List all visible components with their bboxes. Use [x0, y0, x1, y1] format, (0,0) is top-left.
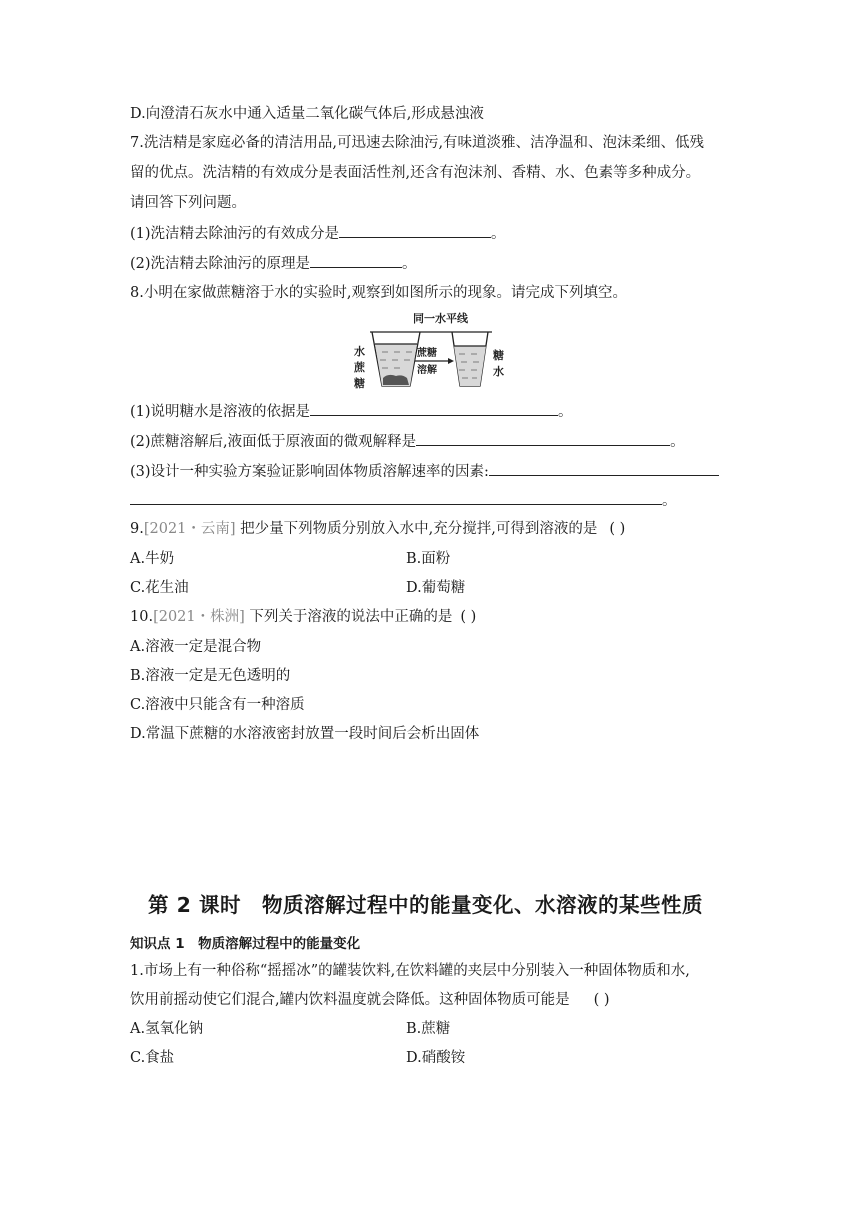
q7-stem-line2: 留的优点。洗洁精的有效成分是表面活性剂,还含有泡沫剂、香精、水、色素等多种成分。: [130, 165, 701, 181]
kp1-q1-option-d[interactable]: D.硝酸铵: [406, 1050, 466, 1066]
q8-stem: 8.小明在家做蔗糖溶于水的实验时,观察到如图所示的现象。请完成下列填空。: [130, 285, 627, 301]
q9-stem-text: 把少量下列物质分别放入水中,充分搅拌,可得到溶液的是: [235, 521, 598, 537]
q9-source: [2021・云南]: [143, 521, 236, 537]
q10-option-d[interactable]: D.常温下蔗糖的水溶液密封放置一段时间后会析出固体: [130, 726, 480, 742]
q10-option-c[interactable]: C.溶液中只能含有一种溶质: [130, 697, 305, 713]
q10-stem-text: 下列关于溶液的说法中正确的是: [244, 609, 453, 625]
kp1-q1-line2: [130, 990, 610, 1010]
label-sugar-2: 糖: [354, 377, 365, 390]
label-sugar-1: 蔗: [354, 361, 365, 374]
q8-sub2-text: (2)蔗糖溶解后,液面低于原液面的微观解释是: [130, 434, 417, 450]
q8-sub3-text: (3)设计一种实验方案验证影响固体物质溶解速率的因素:: [130, 464, 489, 480]
answer-blank[interactable]: [416, 431, 670, 446]
q7-stem-line3: 请回答下列问题。: [130, 195, 246, 211]
period: 。: [491, 226, 506, 242]
q7-sub2: [130, 253, 417, 274]
label-sugar-water-1: 糖: [493, 349, 504, 362]
sugar-dissolving-figure: [352, 308, 512, 394]
answer-paren[interactable]: ( ): [593, 992, 610, 1008]
q6-option-d: D.向澄清石灰水中通入适量二氧化碳气体后,形成悬浊液: [130, 106, 484, 122]
q8-sub3: [130, 461, 719, 482]
answer-paren[interactable]: ( ): [460, 609, 477, 625]
q8-sub1-text: (1)说明糖水是溶液的依据是: [130, 404, 311, 420]
period: 。: [402, 256, 417, 272]
arrow-head: [448, 358, 454, 364]
label-water: 水: [354, 345, 365, 358]
q10-number: 10.: [130, 609, 154, 625]
answer-paren[interactable]: ( ): [609, 521, 626, 537]
q8-sub3-continued: [130, 490, 677, 511]
q10-source: [2021・株洲]: [153, 609, 245, 625]
answer-blank[interactable]: [130, 490, 662, 505]
q8-sub2: [130, 431, 685, 452]
q10-stem: [130, 607, 476, 627]
period: 。: [670, 434, 685, 450]
answer-blank[interactable]: [310, 401, 558, 416]
period: 。: [558, 404, 573, 420]
q9-option-b[interactable]: B.面粉: [406, 551, 451, 567]
arrow-label-bottom: 溶解: [417, 365, 437, 376]
kp1-q1-option-c[interactable]: C.食盐: [130, 1050, 175, 1066]
q9-option-d[interactable]: D.葡萄糖: [406, 580, 466, 596]
q9-stem: [130, 519, 625, 539]
kp1-q1-line1: 1.市场上有一种俗称“摇摇冰”的罐装饮料,在饮料罐的夹层中分别装入一种固体物质和水,: [130, 963, 690, 979]
answer-blank[interactable]: [489, 461, 719, 476]
q9-number: 9.: [130, 521, 144, 537]
q7-sub1: [130, 223, 506, 244]
figure-label-level: 同一水平线: [413, 312, 468, 325]
period: 。: [662, 493, 677, 509]
section-title: 第 2 课时 物质溶解过程中的能量变化、水溶液的某些性质: [148, 893, 704, 917]
kp1-q1-option-a[interactable]: A.氢氧化钠: [130, 1021, 204, 1037]
q10-option-b[interactable]: B.溶液一定是无色透明的: [130, 668, 291, 684]
q7-stem-line1: 7.洗洁精是家庭必备的清洁用品,可迅速去除油污,有味道淡雅、洁净温和、泡沫柔细、低残: [130, 135, 705, 151]
label-sugar-water-2: 水: [493, 365, 504, 378]
arrow-label-top: 蔗糖: [417, 348, 437, 359]
q10-option-a[interactable]: A.溶液一定是混合物: [130, 639, 262, 655]
answer-blank[interactable]: [310, 253, 402, 268]
kp1-q1-line2-text: 饮用前摇动使它们混合,罐内饮料温度就会降低。这种固体物质可能是: [130, 992, 570, 1008]
q9-option-c[interactable]: C.花生油: [130, 580, 189, 596]
q7-sub1-text: (1)洗洁精去除油污的有效成分是: [130, 226, 340, 242]
q8-sub1: [130, 401, 573, 422]
q7-sub2-text: (2)洗洁精去除油污的原理是: [130, 256, 311, 272]
kp1-q1-option-b[interactable]: B.蔗糖: [406, 1021, 451, 1037]
knowledge-point-heading: 知识点 1 物质溶解过程中的能量变化: [130, 936, 361, 952]
answer-blank[interactable]: [339, 223, 491, 238]
q9-option-a[interactable]: A.牛奶: [130, 551, 175, 567]
